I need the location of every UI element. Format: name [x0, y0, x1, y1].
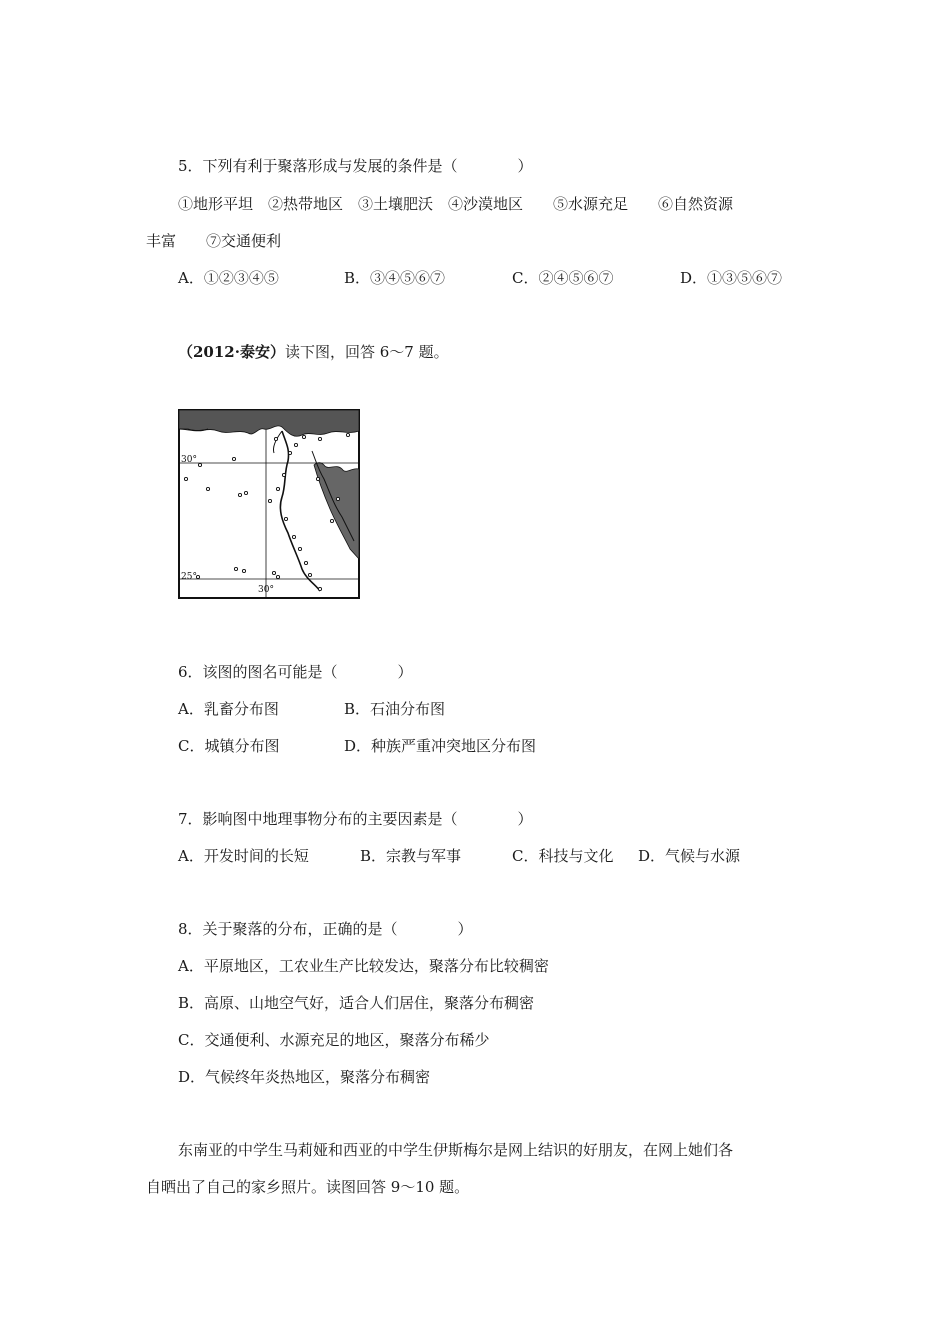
q6-choice-c: C．城镇分布图 — [178, 737, 280, 755]
q7-choice-b: B．宗教与军事 — [360, 847, 462, 865]
source-tag: （2012·泰安） — [178, 343, 285, 361]
q6-choice-a: A．乳畜分布图 — [178, 700, 279, 718]
q5-choice-a: A．①②③④⑤ — [178, 269, 279, 287]
q8-stem: 8．关于聚落的分布，正确的是（ ） — [178, 920, 473, 938]
q5-options-line2: 丰富 ⑦交通便利 — [146, 232, 282, 250]
intro-9-10-line2: 自晒出了自己的家乡照片。读图回答 9～10 题。 — [146, 1178, 470, 1196]
q5-choice-c: C．②④⑤⑥⑦ — [512, 269, 614, 287]
q8-choice-c: C．交通便利、水源充足的地区，聚落分布稀少 — [178, 1031, 490, 1049]
q8-choice-b: B．高原、山地空气好，适合人们居住，聚落分布稠密 — [178, 994, 535, 1012]
q7-choice-d: D．气候与水源 — [638, 847, 741, 865]
q7-choice-c: C．科技与文化 — [512, 847, 614, 865]
q8-choice-a: A．平原地区，工农业生产比较发达，聚落分布比较稠密 — [178, 957, 549, 975]
q7-choice-a: A．开发时间的长短 — [178, 847, 309, 865]
q5-options-line1: ①地形平坦 ②热带地区 ③土壤肥沃 ④沙漠地区 ⑤水源充足 ⑥自然资源 — [178, 195, 734, 213]
q5-choice-b: B．③④⑤⑥⑦ — [344, 269, 446, 287]
lon-label: 30° — [258, 585, 274, 595]
lat-label-bottom: 25° — [181, 572, 197, 582]
q6-stem: 6．该图的图名可能是（ ） — [178, 663, 413, 681]
intro-text: 读下图，回答 6～7 题。 — [284, 343, 449, 361]
q8-choice-d: D．气候终年炎热地区，聚落分布稠密 — [178, 1068, 431, 1086]
q6-choice-d: D．种族严重冲突地区分布图 — [344, 737, 537, 755]
intro-6-7 — [178, 342, 449, 362]
lat-label-top: 30° — [181, 455, 197, 465]
intro-9-10-line1: 东南亚的中学生马莉娅和西亚的中学生伊斯梅尔是网上结识的好朋友，在网上她们各 — [178, 1141, 734, 1159]
q7-stem: 7．影响图中地理事物分布的主要因素是（ ） — [178, 810, 533, 828]
q5-choice-d: D．①③⑤⑥⑦ — [680, 269, 783, 287]
q6-choice-b: B．石油分布图 — [344, 700, 446, 718]
q5-stem: 5．下列有利于聚落形成与发展的条件是（ ） — [178, 157, 533, 175]
nile-map — [178, 409, 360, 599]
